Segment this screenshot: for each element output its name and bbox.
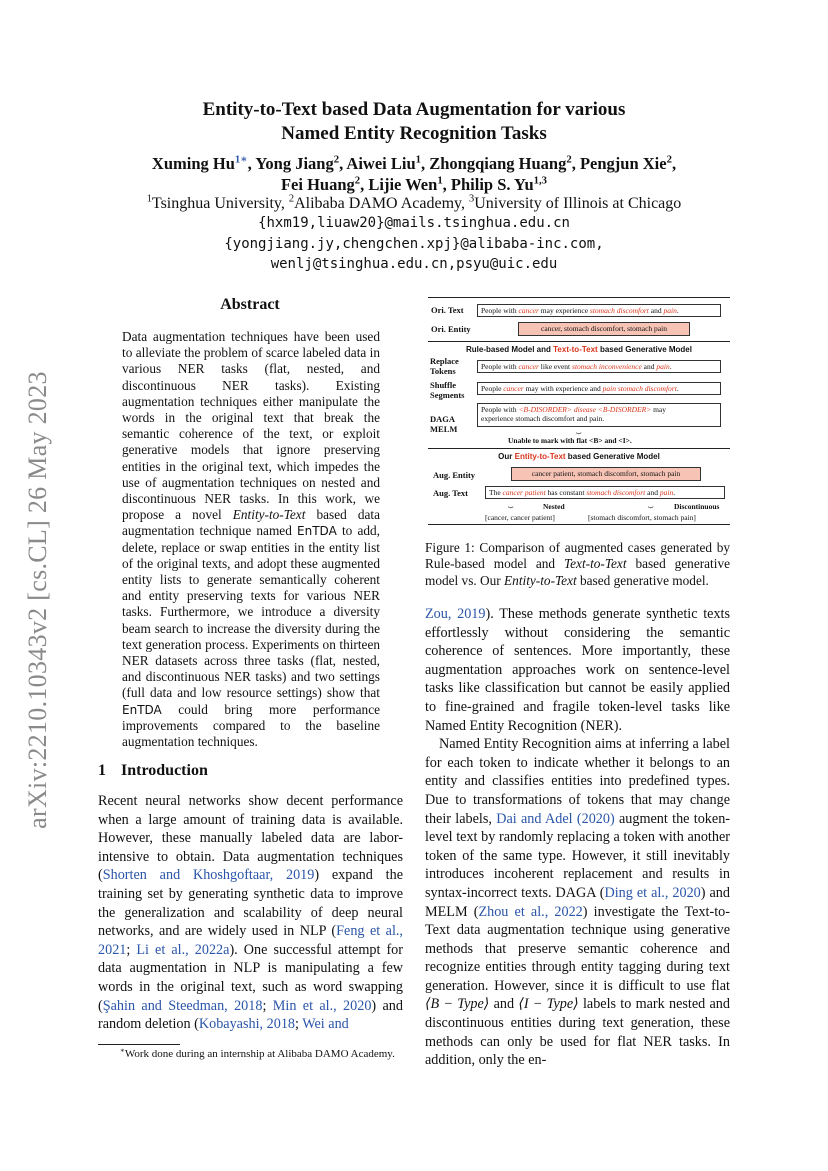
discontinuous-label: Discontinuous [674,502,720,511]
figure-rule [428,341,730,342]
figure-caption: Figure 1: Comparison of augmented cases generated by Rule-based model and Text-to-Text based generative model vs. Our Entity-to-Text based generative model. [425,540,730,588]
aug-text-label: Aug. Text [433,488,468,498]
daga-melm-box: People with <B-DISORDER> disease <B-DISORDER> may experience stomach discomfort and pain. [477,403,721,427]
right-column-text [425,605,730,1070]
figure-top-rule [428,297,730,298]
arxiv-side-stamp: arXiv:2210.10343v2 [cs.CL] 26 May 2023 [23,371,52,829]
paper-title: Entity-to-Text based Data Augmentation for various Named Entity Recognition Tasks [202,99,626,144]
shuffle-segments-box: People cancer may with experience and pain stomach discomfort. [477,382,721,395]
figure-bottom-rule [428,524,730,525]
replace-tokens-box: People with cancer like event stomach inconvenience and pain. [477,360,721,373]
daga-melm-label: DAGA MELM [430,414,458,434]
replace-tokens-label: Replace Tokens [430,356,459,376]
ori-text-box: People with cancer may experience stomach discomfort and pain. [477,304,721,317]
aug-entity-label: Aug. Entity [433,470,476,480]
discontinuous-brace-icon: ⏟ [648,498,654,508]
citation-link[interactable]: Min et al., 2020 [272,997,372,1014]
shuffle-segments-label: Shuffle Segments [430,380,465,400]
nested-list: [cancer, cancer patient] [485,513,555,522]
figure-1 [428,297,730,525]
ori-text-label: Ori. Text [431,305,464,315]
author-list: Xuming Hu$^{1∗}$, Yong Jiang$^2$, Aiwei Liu$^1$, Zhongqiang Huang$^2$, Pengjun Xie$^2$, Fei Huang$^2$, Lijie Wen$^1$, Philip S. Yu$^{1,3}$ [151,153,677,194]
nested-label: Nested [543,502,565,511]
introduction-paragraph: Recent neural networks show decent performance when a large amount of training data is available. However, these manually labeled data are labor-intensive to obtain. Data augmentation techniques (Shorten and Khoshgoftaar, 2019) expand the training set by generating synthetic data to improve the generalization and scalability of deep neural networks, and are widely used in NLP (Feng et al., 2021; Li et al., 2022a). One successful attempt for data augmentation in NLP is manipulating a few words in the original text, such as word swapping (Şahin and Steedman, 2018; Min et al., 2020) and random deletion (Kobayashi, 2018; Wei and [98,793,403,1033]
email-list: {hxm19,liuaw20}@mails.tsinghua.edu.cn {yongjiang.jy,chengchen.xpj}@alibaba-inc.com, wenlj@tsinghua.edu.cn,psyu@uic.edu [224,215,604,272]
our-model-heading: Our Entity-to-Text based Generative Model [498,452,660,461]
citation-link[interactable]: Dai and Adel (2020) [496,810,615,827]
paragraph: Named Entity Recognition aims at inferring a label for each token to indicate whether it belongs to an entity and classifies entities into predefined types. Due to transformations of tokens that may change their labels, Dai and Adel (2020) augment the token-level text by randomly replacing a token with another token of the same type. However, it still inevitably introduces incoherent replacement and results in syntax-incorrect texts. DAGA (Ding et al., 2020) and MELM (Zhou et al., 2022) investigate the Text-to-Text data augmentation technique using generative methods that preserve semantic coherence and recognize entities through entity tagging during text generation. However, since it is difficult to use flat ⟨B − Type⟩ and ⟨I − Type⟩ labels to mark nested and discontinuous entities during text generation, these methods can only be used for flat NER tasks. In addition, only the en- [425,736,731,1069]
aug-entity-box: cancer patient, stomach discomfort, stomach pain [511,467,701,481]
aug-text-box: The cancer patient has constant stomach discomfort and pain. [485,486,725,499]
nested-brace-icon: ⏟ [508,498,514,508]
discontinuous-list: [stomach discomfort, stomach pain] [588,513,696,522]
section-heading-introduction: 1 Introduction [98,762,208,779]
citation-link[interactable]: Zou, 2019 [425,606,486,622]
rule-based-heading: Rule-based Model and Text-to-Text based Generative Model [466,345,692,354]
ori-entity-box: cancer, stomach discomfort, stomach pain [518,322,690,336]
citation-link[interactable]: Kobayashi, 2018 [198,1016,296,1033]
ori-entity-label: Ori. Entity [431,324,471,334]
brace-icon: ⏟ [576,424,582,434]
citation-link[interactable]: Zhou et al., 2022 [478,903,583,920]
paragraph: Zou, 2019). These methods generate synthetic texts effortlessly without considering the semantic coherence of sentences. More importantly, these augmentation approaches work on sentence-level tasks like classification but cannot be easily applied to fine-grained and fragile token-level tasks like Named Entity Recognition (NER). [425,606,731,734]
daga-note: Unable to mark with flat <B> and <I>. [508,436,632,445]
citation-link[interactable]: Li et al., 2022a [136,941,230,958]
citation-link[interactable]: Shorten and Khoshgoftaar, 2019 [102,867,315,884]
footnote-rule [98,1044,180,1045]
citation-link[interactable]: Wei and [302,1016,349,1033]
citation-link[interactable]: Ding et al., 2020 [604,884,701,901]
citation-link[interactable]: Feng et al., 2021 [98,923,403,958]
affiliations: $^1$Tsinghua University, $^2$Alibaba DAMO Academy, $^3$University of Illinois at Chicago [146,193,682,212]
citation-link[interactable]: Şahin and Steedman, 2018 [102,997,263,1014]
abstract-heading: Abstract [220,296,280,313]
abstract-body: Data augmentation techniques have been used to alleviate the problem of scarce labeled data in various NER tasks (flat, nested, and discontinuous NER tasks). Existing augmentation techniques either manipulate the words in the original text that break the semantic coherence of the text, or exploit generative models that ignore preserving entities in the original text, which impedes the use of augmentation techniques on nested and discontinuous NER tasks. In this work, we propose a novel Entity-to-Text based data augmentation technique named EnTDA to add, delete, replace or swap entities in the entity list of the original texts, and adopt these augmented entity lists to generate semantically coherent and entity preserving texts for various NER tasks. Furthermore, we introduce a diversity beam search to increase the diversity during the text generation process. Experiments on thirteen NER datasets across three tasks (flat, nested, and discontinuous NER tasks) and two settings (full data and low resource settings) show that EnTDA could bring more performance improvements compared to the baseline augmentation techniques. [122,329,381,750]
footnote: ∗Work done during an internship at Alibaba DAMO Academy. [120,1046,395,1060]
figure-rule [428,448,730,449]
